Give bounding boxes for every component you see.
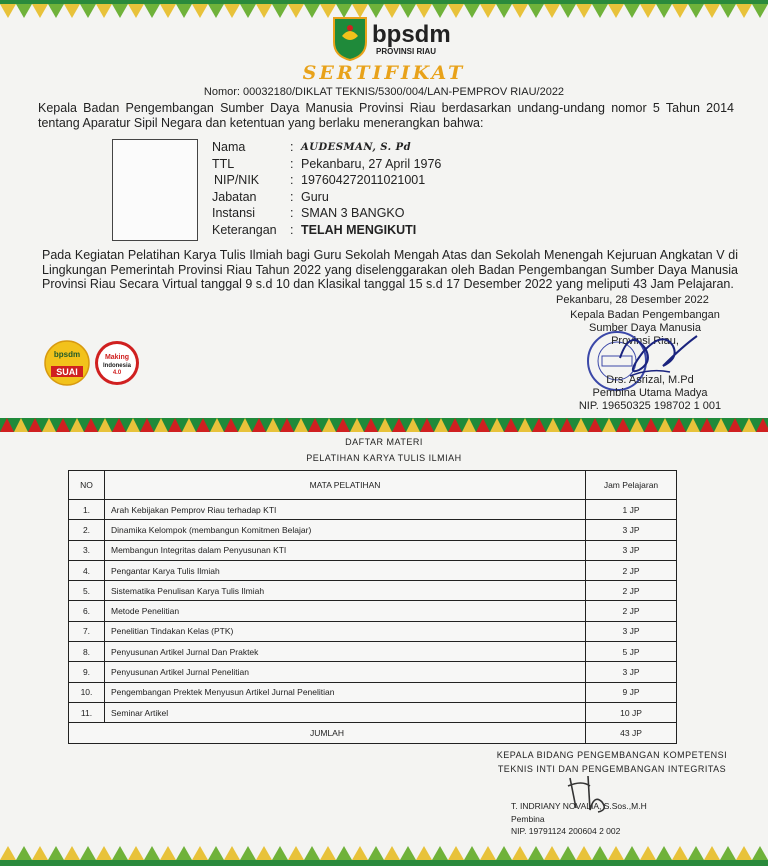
ornament-triangle bbox=[448, 846, 464, 860]
ornament-triangle bbox=[480, 4, 496, 18]
signatory-2-rank: Pembina bbox=[511, 813, 545, 824]
table-row bbox=[69, 621, 677, 641]
logo-text: bpsdm bbox=[372, 21, 451, 48]
signatory-title-line: Kepala Badan Pengembangan bbox=[570, 309, 720, 321]
ornament-triangle bbox=[704, 846, 720, 860]
ornament-triangle bbox=[256, 846, 272, 860]
materi-table bbox=[68, 470, 677, 744]
ornament-triangle bbox=[624, 846, 640, 860]
ornament-triangle bbox=[576, 4, 592, 18]
ornament-triangle bbox=[608, 4, 624, 18]
field-value: Guru bbox=[301, 189, 329, 204]
row-no: 4. bbox=[69, 560, 105, 580]
ornament-triangle bbox=[176, 846, 192, 860]
ornament-triangle bbox=[640, 846, 656, 860]
field-value: SMAN 3 BANGKO bbox=[301, 206, 405, 220]
ornament-triangle bbox=[128, 4, 144, 18]
ornament-triangle bbox=[336, 846, 352, 860]
logo-subtext: PROVINSI RIAU bbox=[376, 47, 437, 56]
materi-subtitle: PELATIHAN KARYA TULIS ILMIAH bbox=[306, 453, 462, 463]
field-colon: : bbox=[290, 222, 294, 237]
making-line2: Indonesia bbox=[102, 363, 132, 369]
ornament-triangle bbox=[368, 846, 384, 860]
field-colon: : bbox=[290, 189, 294, 204]
ornament-triangle bbox=[432, 846, 448, 860]
table-row bbox=[69, 520, 677, 540]
row-jp: 10 JP bbox=[586, 702, 677, 722]
ornament-triangle bbox=[544, 846, 560, 860]
ornament-triangle bbox=[528, 4, 544, 18]
certificate-title: SERTIFIKAT bbox=[302, 62, 466, 84]
row-jp: 3 JP bbox=[586, 520, 677, 540]
ornament-triangle bbox=[0, 846, 16, 860]
row-no: 8. bbox=[69, 642, 105, 662]
row-jp: 2 JP bbox=[586, 560, 677, 580]
ornament-triangle bbox=[160, 4, 176, 18]
ornament-triangle bbox=[624, 4, 640, 18]
total-label: JUMLAH bbox=[69, 723, 586, 743]
ornament-triangle bbox=[688, 846, 704, 860]
ornament-triangle bbox=[512, 4, 528, 18]
ornament-triangle bbox=[576, 846, 592, 860]
field-value: 197604272011021001 bbox=[301, 173, 426, 187]
ornament-triangle bbox=[560, 846, 576, 860]
ornament-triangle bbox=[192, 846, 208, 860]
making-line3: 4.0 bbox=[112, 370, 122, 376]
ornament-triangle bbox=[112, 4, 128, 18]
row-no: 5. bbox=[69, 581, 105, 601]
ornament-triangle bbox=[304, 846, 320, 860]
ornament-triangle bbox=[400, 846, 416, 860]
row-jp: 1 JP bbox=[586, 500, 677, 520]
signature-1-icon bbox=[600, 318, 710, 394]
row-jp: 5 JP bbox=[586, 642, 677, 662]
row-no: 9. bbox=[69, 662, 105, 682]
row-jp: 3 JP bbox=[586, 621, 677, 641]
signatory-2-title-line: KEPALA BIDANG PENGEMBANGAN KOMPETENSI bbox=[496, 750, 728, 760]
row-no: 11. bbox=[69, 702, 105, 722]
ornament-triangle bbox=[352, 846, 368, 860]
ornament-triangle bbox=[720, 846, 736, 860]
row-no: 6. bbox=[69, 601, 105, 621]
signatory-2-nip: NIP. 19791124 200604 2 002 bbox=[511, 826, 621, 836]
signatory-2-name: T. INDRIANY NOVALIA, S.Sos.,M.H bbox=[511, 801, 647, 811]
table-header-row bbox=[69, 471, 677, 500]
ornament-triangle bbox=[208, 4, 224, 18]
ornament-triangle bbox=[688, 4, 704, 18]
table-row bbox=[69, 601, 677, 621]
suai-badge-top: bpsdm bbox=[53, 350, 81, 359]
row-no: 1. bbox=[69, 500, 105, 520]
ornament-triangle bbox=[192, 4, 208, 18]
row-mata: Pengantar Karya Tulis Ilmiah bbox=[105, 560, 586, 580]
ornament-triangle bbox=[224, 846, 240, 860]
field-label: Jabatan bbox=[212, 189, 257, 204]
table-row bbox=[69, 662, 677, 682]
signatory-title-line: Provinsi Riau, bbox=[611, 335, 679, 347]
ornament-triangle bbox=[272, 846, 288, 860]
activity-paragraph: Pada Kegiatan Pelatihan Karya Tulis Ilmiah bagi Guru Sekolah Mengah Atas dan Sekolah Menengah Kejuruan Angkatan V di Lingkungan Pemerintah Provinsi Riau Tahun 2022 yang diselenggarakan oleh Badan Pengembangan Sumber Daya Manusia Provinsi Riau Secara Virtual tanggal 9 s.d 10 dan Klasikal tanggal 15 s.d 17 Desember 2022 yang meliputi 43 Jam Pelajaran. bbox=[42, 248, 738, 291]
ornament-triangle bbox=[112, 846, 128, 860]
signatory-name: Drs. Asrizal, M.Pd bbox=[606, 374, 694, 386]
ornament-triangle bbox=[592, 4, 608, 18]
field-colon: : bbox=[290, 206, 294, 220]
row-mata: Sistematika Penulisan Karya Tulis Ilmiah bbox=[105, 581, 586, 601]
suai-badge-icon bbox=[44, 340, 90, 386]
table-row bbox=[69, 500, 677, 520]
ornament-triangle bbox=[656, 4, 672, 18]
ornament-triangle bbox=[288, 4, 304, 18]
row-mata: Seminar Artikel bbox=[105, 702, 586, 722]
ornament-triangle bbox=[480, 846, 496, 860]
field-label: TTL bbox=[212, 156, 235, 171]
ornament-triangle bbox=[736, 4, 752, 18]
materi-title: DAFTAR MATERI bbox=[345, 437, 423, 447]
ornament-triangle bbox=[384, 846, 400, 860]
ornament-triangle bbox=[272, 4, 288, 18]
row-mata: Metode Penelitian bbox=[105, 601, 586, 621]
signatory-2 bbox=[511, 800, 647, 838]
row-no: 10. bbox=[69, 682, 105, 702]
ornament-triangle bbox=[0, 4, 16, 18]
row-jp: 2 JP bbox=[586, 581, 677, 601]
signatory-nip: NIP. 19650325 198702 1 001 bbox=[578, 400, 722, 412]
ornament-triangle bbox=[256, 4, 272, 18]
ornament-triangle bbox=[448, 4, 464, 18]
field-value: Pekanbaru, 27 April 1976 bbox=[301, 156, 442, 171]
row-jp: 2 JP bbox=[586, 601, 677, 621]
ornament-triangle bbox=[656, 846, 672, 860]
ornament-triangle bbox=[288, 846, 304, 860]
row-mata: Dinamika Kelompok (membangun Komitmen Belajar) bbox=[105, 520, 586, 540]
header-jp: Jam Pelajaran bbox=[586, 471, 677, 500]
place-date: Pekanbaru, 28 Desember 2022 bbox=[556, 294, 709, 306]
ornament-triangle bbox=[32, 846, 48, 860]
ornament-triangle bbox=[32, 4, 48, 18]
ornament-triangle bbox=[640, 4, 656, 18]
ornament-triangle bbox=[512, 846, 528, 860]
ornament-triangle bbox=[304, 4, 320, 18]
ornament-triangle bbox=[208, 846, 224, 860]
ornament-triangle bbox=[64, 846, 80, 860]
field-colon: : bbox=[290, 140, 294, 154]
row-no: 7. bbox=[69, 621, 105, 641]
bottom-ornament-border bbox=[0, 846, 768, 866]
total-value: 43 JP bbox=[586, 723, 677, 743]
ornament-triangle bbox=[720, 4, 736, 18]
row-no: 3. bbox=[69, 540, 105, 560]
ornament-triangle bbox=[96, 4, 112, 18]
ornament-triangle bbox=[608, 846, 624, 860]
row-mata: Penelitian Tindakan Kelas (PTK) bbox=[105, 621, 586, 641]
table-row bbox=[69, 540, 677, 560]
field-colon: : bbox=[290, 173, 294, 187]
ornament-triangle bbox=[672, 4, 688, 18]
ornament-triangle bbox=[224, 4, 240, 18]
ornament-triangle bbox=[16, 846, 32, 860]
row-jp: 3 JP bbox=[586, 540, 677, 560]
field-label: NIP/NIK bbox=[214, 173, 260, 187]
photo-placeholder bbox=[112, 139, 198, 241]
ornament-triangle bbox=[592, 846, 608, 860]
ornament-triangle bbox=[464, 846, 480, 860]
ornament-triangle bbox=[464, 4, 480, 18]
row-mata: Penyusunan Artikel Jurnal Dan Praktek bbox=[105, 642, 586, 662]
making-line1: Making bbox=[104, 354, 130, 361]
middle-ornament-border bbox=[0, 418, 768, 432]
ornament-triangle bbox=[160, 846, 176, 860]
ornament-triangle bbox=[560, 4, 576, 18]
ornament-triangle bbox=[496, 846, 512, 860]
ornament-triangle bbox=[528, 846, 544, 860]
ornament-triangle bbox=[752, 4, 768, 18]
ornament-triangle bbox=[96, 846, 112, 860]
ornament-triangle bbox=[48, 4, 64, 18]
intro-paragraph: Kepala Badan Pengembangan Sumber Daya Manusia Provinsi Riau berdasarkan undang-undang nomor 5 Tahun 2014 tentang Aparatur Sipil Negara dan ketentuan yang berlaku menerangkan bahwa: bbox=[38, 101, 734, 130]
making-indonesia-badge-icon bbox=[94, 340, 140, 386]
field-label: Nama bbox=[212, 140, 246, 154]
field-colon: : bbox=[290, 156, 294, 171]
ornament-triangle bbox=[320, 846, 336, 860]
table-total-row bbox=[69, 723, 677, 743]
table-row bbox=[69, 682, 677, 702]
table-row bbox=[69, 560, 677, 580]
row-no: 2. bbox=[69, 520, 105, 540]
header-no: NO bbox=[69, 471, 105, 500]
certificate-number: Nomor: 00032180/DIKLAT TEKNIS/5300/004/LAN-PEMPROV RIAU/2022 bbox=[203, 86, 565, 98]
ornament-triangle bbox=[176, 4, 192, 18]
ornament-triangle bbox=[144, 846, 160, 860]
row-mata: Pengembangan Prektek Menyusun Artikel Jurnal Penelitian bbox=[105, 682, 586, 702]
signatory-2-title-line: TEKNIS INTI DAN PENGEMBANGAN INTEGRITAS bbox=[497, 764, 727, 774]
row-mata: Penyusunan Artikel Jurnal Penelitian bbox=[105, 662, 586, 682]
ornament-triangle bbox=[416, 846, 432, 860]
field-label: Instansi bbox=[212, 206, 256, 220]
ornament-triangle bbox=[128, 846, 144, 860]
row-jp: 9 JP bbox=[586, 682, 677, 702]
row-mata: Membangun Integritas dalam Penyusunan KTI bbox=[105, 540, 586, 560]
signatory-title-line: Sumber Daya Manusia bbox=[589, 322, 701, 334]
ornament-triangle bbox=[672, 846, 688, 860]
ornament-triangle bbox=[144, 4, 160, 18]
ornament-triangle bbox=[736, 846, 752, 860]
ornament-triangle bbox=[240, 4, 256, 18]
table-row bbox=[69, 581, 677, 601]
ornament-triangle bbox=[16, 4, 32, 18]
header-mata: MATA PELATIHAN bbox=[105, 471, 586, 500]
field-label: Keterangan bbox=[212, 222, 277, 237]
recipient-name: AUDESMAN, S. Pd bbox=[301, 142, 412, 153]
table-row bbox=[69, 642, 677, 662]
ornament-triangle bbox=[704, 4, 720, 18]
table-row bbox=[69, 702, 677, 722]
row-mata: Arah Kebijakan Pemprov Riau terhadap KTI bbox=[105, 500, 586, 520]
ornament-triangle bbox=[64, 4, 80, 18]
suai-badge-text: SUAI bbox=[56, 367, 78, 377]
ornament-triangle bbox=[80, 4, 96, 18]
ornament-triangle bbox=[544, 4, 560, 18]
signatory-rank: Pembina Utama Madya bbox=[592, 387, 708, 399]
ornament-triangle bbox=[240, 846, 256, 860]
ornament-triangle bbox=[752, 846, 768, 860]
row-jp: 3 JP bbox=[586, 662, 677, 682]
ornament-triangle bbox=[80, 846, 96, 860]
ornament-triangle bbox=[48, 846, 64, 860]
bpsdm-logo bbox=[330, 14, 451, 62]
status-value: TELAH MENGIKUTI bbox=[301, 222, 417, 237]
ornament-triangle bbox=[496, 4, 512, 18]
